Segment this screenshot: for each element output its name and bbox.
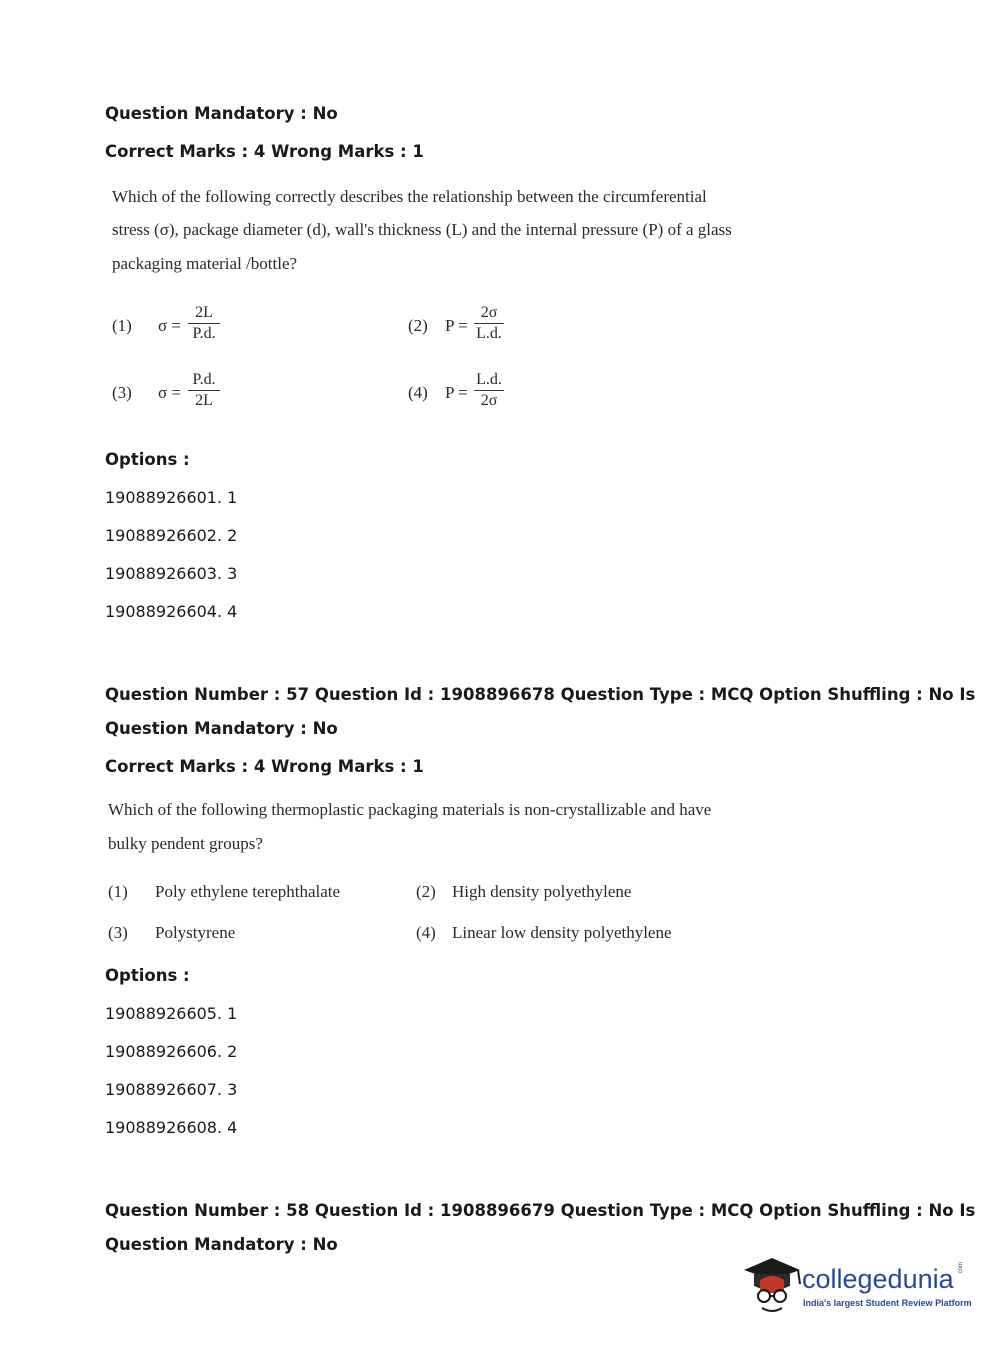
choice-lhs: P = (445, 316, 468, 335)
choice-number: (2) (416, 882, 436, 901)
stem-line: Which of the following thermoplastic packaging materials is non-crystallizable and have (108, 800, 712, 819)
logo-wordmark: collegedunia (802, 1264, 954, 1294)
choice-fraction (474, 304, 504, 343)
fraction-denominator: 2L (195, 392, 213, 409)
choice-text: Poly ethylene terephthalate (155, 882, 341, 901)
fraction-numerator: 2L (188, 304, 220, 324)
choice-lhs: σ = (158, 383, 182, 402)
option-row: 19088926604. 4 (105, 602, 238, 621)
logo-suffix: .com (958, 1261, 964, 1275)
option-row: 19088926602. 2 (105, 526, 238, 545)
option-row: 19088926607. 3 (105, 1080, 238, 1099)
q56-mandatory: Question Mandatory : No (105, 104, 338, 123)
fraction-denominator: L.d. (476, 325, 502, 342)
choice-fraction (474, 371, 504, 410)
q57-marks: Correct Marks : 4 Wrong Marks : 1 (105, 757, 424, 776)
option-row: 19088926608. 4 (105, 1118, 238, 1137)
stem-line: packaging material /bottle? (112, 254, 298, 273)
choice-lhs: σ = (158, 316, 182, 335)
choice-lhs: P = (445, 383, 468, 402)
option-row: 19088926603. 3 (105, 564, 238, 583)
choice-fraction (188, 371, 220, 410)
stem-line: stress (σ), package diameter (d), wall's thickness (L) and the internal pressure (P) of a glass (112, 220, 732, 239)
choice-text: High density polyethylene (452, 882, 632, 901)
choice-text: Polystyrene (155, 923, 236, 942)
choice-number: (1) (108, 882, 128, 901)
choice-number: (3) (108, 923, 128, 942)
q56-marks: Correct Marks : 4 Wrong Marks : 1 (105, 142, 424, 161)
fraction-denominator: P.d. (192, 325, 216, 342)
stem-line: Which of the following correctly describes the relationship between the circumferential (112, 187, 707, 206)
q58-header: Question Number : 58 Question Id : 1908896679 Question Type : MCQ Option Shuffling : No Is (105, 1201, 976, 1220)
choice-number: (1) (112, 316, 132, 335)
choice-number: (4) (416, 923, 436, 942)
option-row: 19088926605. 1 (105, 1004, 238, 1023)
mascot-icon (740, 1250, 804, 1320)
q57-header: Question Number : 57 Question Id : 1908896678 Question Type : MCQ Option Shuffling : No Is (105, 685, 976, 704)
choice-fraction (188, 304, 220, 343)
fraction-numerator: L.d. (474, 371, 504, 391)
q57-options-label: Options : (105, 966, 190, 985)
stem-line: bulky pendent groups? (108, 834, 263, 853)
fraction-denominator: 2σ (480, 392, 498, 409)
choice-number: (4) (408, 383, 428, 402)
q58-mandatory: Question Mandatory : No (105, 1235, 338, 1254)
fraction-numerator: 2σ (474, 304, 504, 324)
logo-tagline: India's largest Student Review Platform (803, 1298, 972, 1308)
q57-mandatory: Question Mandatory : No (105, 719, 338, 738)
option-row: 19088926601. 1 (105, 488, 238, 507)
q56-options-label: Options : (105, 450, 190, 469)
choice-number: (2) (408, 316, 428, 335)
fraction-numerator: P.d. (188, 371, 220, 391)
choice-text: Linear low density polyethylene (452, 923, 672, 942)
choice-number: (3) (112, 383, 132, 402)
option-row: 19088926606. 2 (105, 1042, 238, 1061)
